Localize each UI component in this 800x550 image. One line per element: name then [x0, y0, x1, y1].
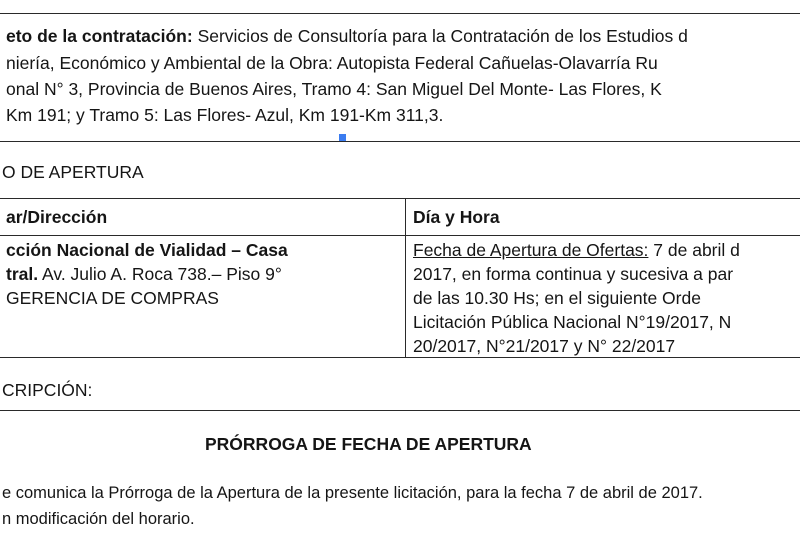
dia-line-1 — [413, 240, 740, 261]
descripcion-line-1: e comunica la Prórroga de la Apertura de la presente licitación, para la fecha 7 de abril de 2017. — [2, 484, 703, 502]
lugar-line-2-rest: Av. Julio A. Roca 738.– Piso 9° — [38, 264, 282, 284]
lugar-line-2-bold: tral. — [6, 264, 39, 284]
descripcion-heading: CRIPCIÓN: — [2, 380, 93, 400]
table-header-lugar: ar/Dirección — [6, 207, 108, 227]
objeto-line-1 — [6, 26, 688, 47]
lugar-line-2 — [6, 264, 282, 285]
prorroga-title: PRÓRROGA DE FECHA DE APERTURA — [205, 434, 532, 454]
objeto-label: eto de la contratación: — [6, 26, 193, 46]
table-column-divider — [405, 198, 406, 358]
descripcion-rule — [0, 410, 800, 411]
objeto-line-1-text: Servicios de Consultoría para la Contratación de los Estudios d — [192, 26, 688, 46]
table-top-border — [0, 198, 800, 199]
dia-line-4: Licitación Pública Nacional N°19/2017, N — [413, 312, 732, 332]
objeto-line-4: Km 191; y Tramo 5: Las Flores- Azul, Km 191-Km 311,3. — [6, 105, 444, 125]
table-bottom-border — [0, 357, 800, 358]
dia-line-5: 20/2017, N°21/2017 y N° 22/2017 — [413, 336, 676, 356]
fecha-apertura-label: Fecha de Apertura de Ofertas: — [413, 240, 649, 260]
table-header-bottom-border — [0, 235, 800, 236]
apertura-heading: O DE APERTURA — [2, 162, 144, 182]
descripcion-line-2: n modificación del horario. — [2, 510, 195, 528]
objeto-line-2: niería, Económico y Ambiental de la Obra: Autopista Federal Cañuelas-Olavarría Ru — [6, 53, 658, 73]
objeto-line-3: onal N° 3, Provincia de Buenos Aires, Tramo 4: San Miguel Del Monte- Las Flores, K — [6, 79, 662, 99]
selection-handle-icon[interactable] — [339, 134, 346, 141]
lugar-line-3: GERENCIA DE COMPRAS — [6, 288, 219, 308]
lugar-line-1: cción Nacional de Vialidad – Casa — [6, 240, 288, 260]
table-header-dia-hora: Día y Hora — [413, 207, 500, 227]
dia-line-2: 2017, en forma continua y sucesiva a par — [413, 264, 734, 284]
objeto-bottom-rule — [0, 141, 800, 142]
dia-line-3: de las 10.30 Hs; en el siguiente Orde — [413, 288, 701, 308]
top-rule — [0, 13, 800, 14]
dia-line-1-rest: 7 de abril d — [648, 240, 740, 260]
